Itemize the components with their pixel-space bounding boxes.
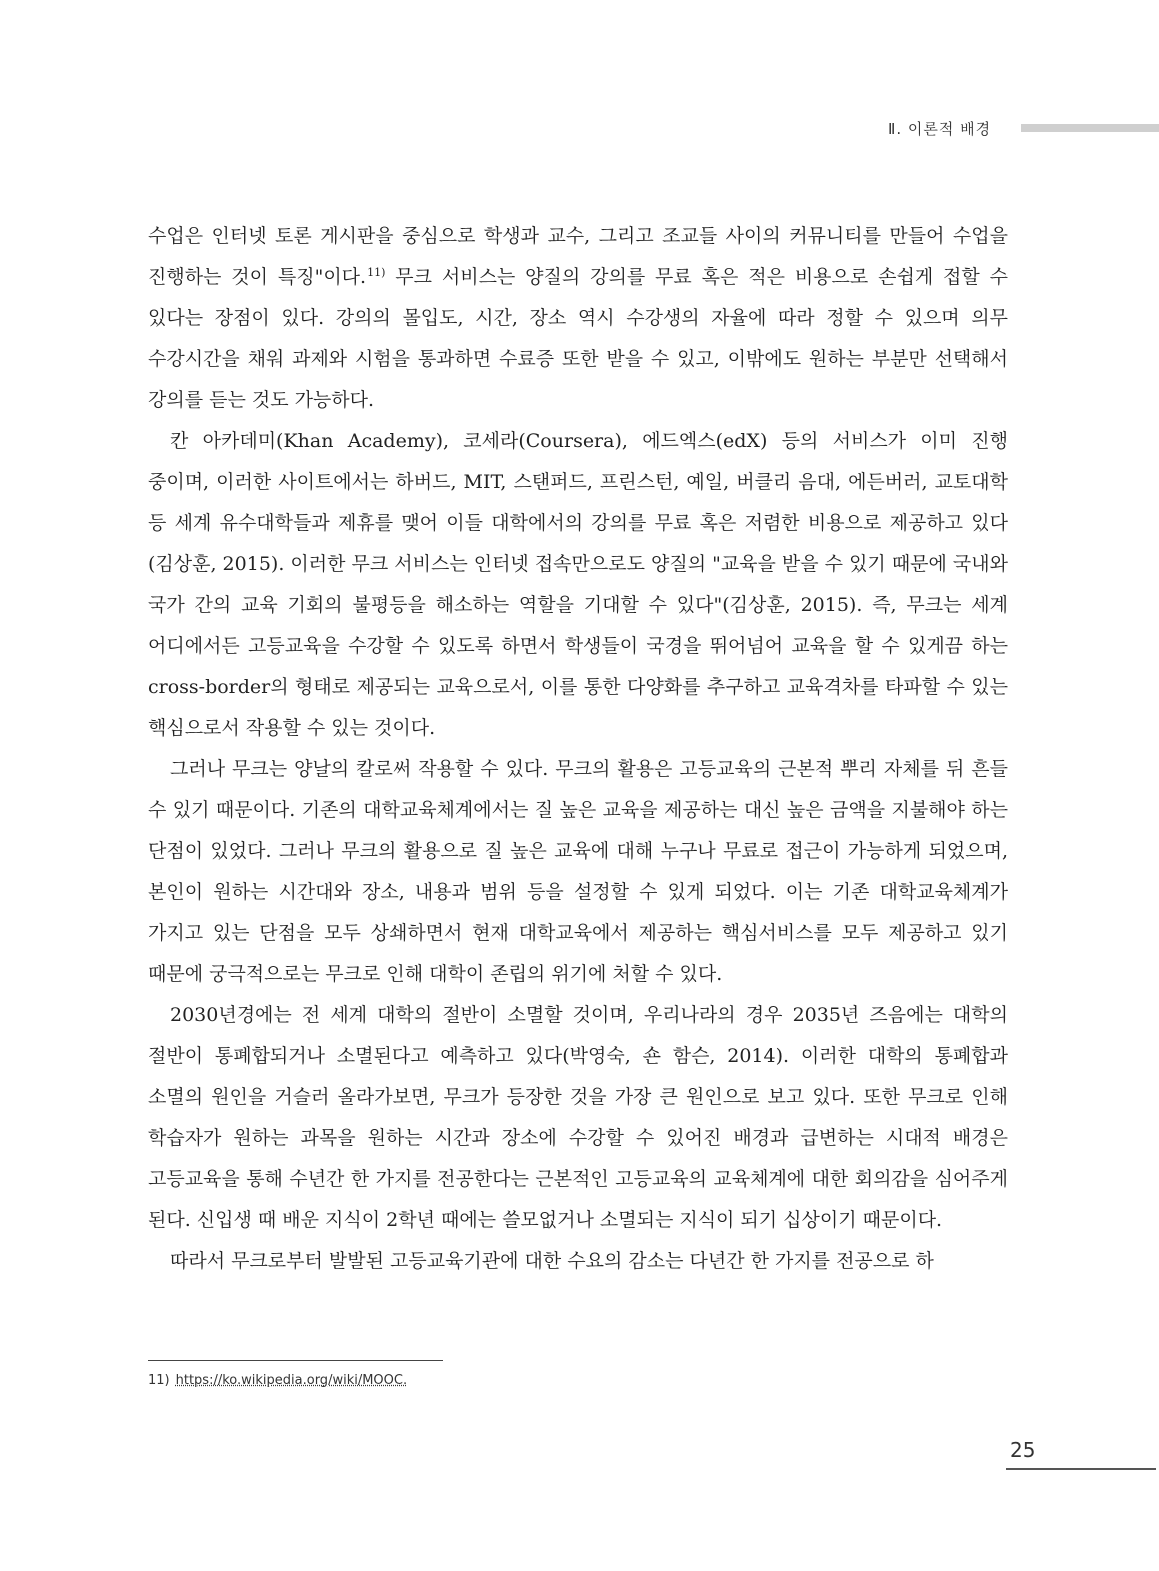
footnote [148, 1373, 407, 1388]
footnote-link[interactable]: https://ko.wikipedia.org/wiki/MOOC. [175, 1373, 408, 1388]
paragraph-1-continued: 무크 서비스는 양질의 강의를 무료 혹은 적은 비용으로 손쉽게 접할 수 있다는 장점이 있다. 강의의 몰입도, 시간, 장소 역시 수강생의 자율에 따라 정할 수 있으며 의무 수강시간을 채워 과제와 시험을 통과하면 수료증 또한 받을 수 있고, 이밖에도 원하는 부분만 선택해서 강의를 듣는 것도 가능하다. [148, 266, 1009, 411]
paragraph-1-text: 수업은 인터넷 토론 게시판을 중심으로 학생과 교수, 그리고 조교들 사이의 커뮤니티를 만들어 수업을 진행하는 것이 특징"이다. [148, 225, 1008, 288]
running-header-section-title: Ⅱ. 이론적 배경 [888, 120, 992, 138]
footnote-divider [148, 1360, 443, 1361]
paragraph-1 [148, 216, 1008, 421]
page-number: 25 [1010, 1438, 1036, 1462]
paragraph-4: 2030년경에는 전 세계 대학의 절반이 소멸할 것이며, 우리나라의 경우 2035년 즈음에는 대학의 절반이 통폐합되거나 소멸된다고 예측하고 있다(박영숙, 숀 함슨, 2014). 이러한 대학의 통폐합과 소멸의 원인을 거슬러 올라가보면, 무크가 등장한 것을 가장 큰 원인으로 보고 있다. 또한 무크로 인해 학습자가 원하는 과목을 원하는 시간과 장소에 수강할 수 있어진 배경과 급변하는 시대적 배경은 고등교육을 통해 수년간 한 가지를 전공한다는 근본적인 고등교육의 교육체계에 대한 회의감을 심어주게 된다. 신입생 때 배운 지식이 2학년 때에는 쓸모없거나 소멸되는 지식이 되기 십상이기 때문이다. [148, 1004, 1008, 1231]
page-number-rule [1006, 1468, 1156, 1470]
footnote-number: 11) [148, 1373, 170, 1388]
paragraph-3: 그러나 무크는 양날의 칼로써 작용할 수 있다. 무크의 활용은 고등교육의 근본적 뿌리 자체를 뒤 흔들 수 있기 때문이다. 기존의 대학교육체계에서는 질 높은 교육을 제공하는 대신 높은 금액을 지불해야 하는 단점이 있었다. 그러나 무크의 활용으로 질 높은 교육에 대해 누구나 무료로 접근이 가능하게 되었으며, 본인이 원하는 시간대와 장소, 내용과 범위 등을 설정할 수 있게 되었다. 이는 기존 대학교육체계가 가지고 있는 단점을 모두 상쇄하면서 현재 대학교육에서 제공하는 핵심서비스를 모두 제공하고 있기 때문에 궁극적으로는 무크로 인해 대학이 존립의 위기에 처할 수 있다. [148, 758, 1008, 985]
footnote-reference[interactable]: 11) [367, 266, 386, 279]
header-decorative-bar [1021, 124, 1159, 132]
body-text [148, 216, 1008, 1282]
paragraph-2: 칸 아카데미(Khan Academy), 코세라(Coursera), 에드엑스(edX) 등의 서비스가 이미 진행 중이며, 이러한 사이트에서는 하버드, MIT, 스탠퍼드, 프린스턴, 예일, 버클리 음대, 에든버러, 교토대학 등 세계 유수대학들과 제휴를 맺어 이들 대학에서의 강의를 무료 혹은 저렴한 비용으로 제공하고 있다(김상훈, 2015). 이러한 무크 서비스는 인터넷 접속만으로도 양질의 "교육을 받을 수 있기 때문에 국내와 국가 간의 교육 기회의 불평등을 해소하는 역할을 기대할 수 있다"(김상훈, 2015). 즉, 무크는 세계 어디에서든 고등교육을 수강할 수 있도록 하면서 학생들이 국경을 뛰어넘어 교육을 할 수 있게끔 하는 cross-border의 형태로 제공되는 교육으로서, 이를 통한 다양화를 추구하고 교육격차를 타파할 수 있는 핵심으로서 작용할 수 있는 것이다. [148, 430, 1008, 739]
paragraph-5: 따라서 무크로부터 발발된 고등교육기관에 대한 수요의 감소는 다년간 한 가지를 전공으로 하 [170, 1250, 934, 1272]
